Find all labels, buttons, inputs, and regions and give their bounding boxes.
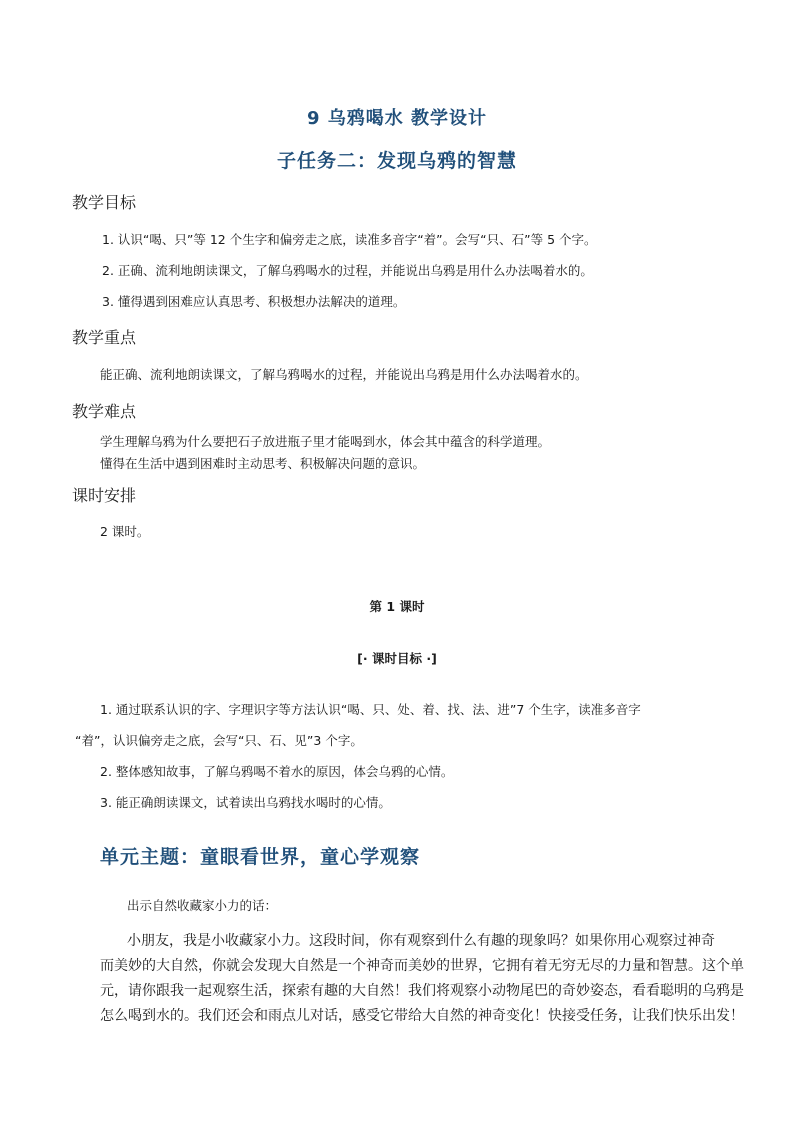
lesson-goal-item-3: 3. 能正确朗读课文，试着读出乌鸦找水喝时的心情。	[100, 795, 391, 810]
unit-paragraph-line-4: 怎么喝到水的。我们还会和雨点儿对话，感受它带给大自然的神奇变化！快接受任务，让我们快乐出发！	[100, 1008, 744, 1024]
lesson-goal-item-2: 2. 整体感知故事，了解乌鸦喝不着水的原因，体会乌鸦的心情。	[100, 764, 454, 779]
goal-item-2: 2. 正确、流利地朗读课文，了解乌鸦喝水的过程，并能说出乌鸦是用什么办法喝着水的。	[102, 263, 593, 278]
goals-heading: 教学目标	[72, 193, 137, 212]
document-title: 9 乌鸦喝水 教学设计	[306, 108, 488, 129]
unit-paragraph-line-1: 小朋友，我是小收藏家小力。这段时间，你有观察到什么有趣的现象吗？如果你用心观察过神奇	[127, 933, 715, 949]
lesson-title: 第 1 课时	[369, 599, 425, 614]
goal-item-3: 3. 懂得遇到困难应认真思考、积极想办法解决的道理。	[102, 294, 406, 309]
unit-theme: 单元主题：童眼看世界，童心学观察	[100, 846, 421, 868]
unit-paragraph-line-3: 元，请你跟我一起观察生活，探索有趣的大自然！我们将观察小动物尾巴的奇妙姿态，看看聪明的乌鸦是	[100, 983, 744, 999]
goal-item-1: 1. 认识“喝、只”等 12 个生字和偏旁走之底，读准多音字“着”。会写“只、石”等 5 个字。	[102, 232, 597, 247]
schedule-text: 2 课时。	[100, 524, 150, 539]
lesson-goal-item-1: 1. 通过联系认识的字、字理识字等方法认识“喝、只、处、着、找、法、进”7 个生字，读准多音字	[100, 702, 641, 717]
difficulty-line-1: 学生理解乌鸦为什么要把石子放进瓶子里才能喝到水，体会其中蕴含的科学道理。	[100, 434, 551, 449]
difficulty-line-2: 懂得在生活中遇到困难时主动思考、积极解决问题的意识。	[100, 456, 426, 471]
unit-paragraph-line-2: 而美妙的大自然，你就会发现大自然是一个神奇而美妙的世界，它拥有着无穷无尽的力量和智慧。这个单	[100, 958, 744, 974]
document-subtitle: 子任务二：发现乌鸦的智慧	[276, 150, 517, 172]
key-points-heading: 教学重点	[72, 328, 137, 347]
lesson-goal-label: [· 课时目标 ·]	[357, 651, 437, 666]
difficulties-heading: 教学难点	[72, 402, 137, 421]
key-points-text: 能正确、流利地朗读课文，了解乌鸦喝水的过程，并能说出乌鸦是用什么办法喝着水的。	[100, 367, 588, 382]
lesson-goal-item-1-cont: “着”，认识偏旁走之底，会写“只、石、见”3 个字。	[75, 733, 363, 748]
unit-intro: 出示自然收藏家小力的话：	[127, 898, 278, 913]
schedule-heading: 课时安排	[72, 486, 137, 505]
